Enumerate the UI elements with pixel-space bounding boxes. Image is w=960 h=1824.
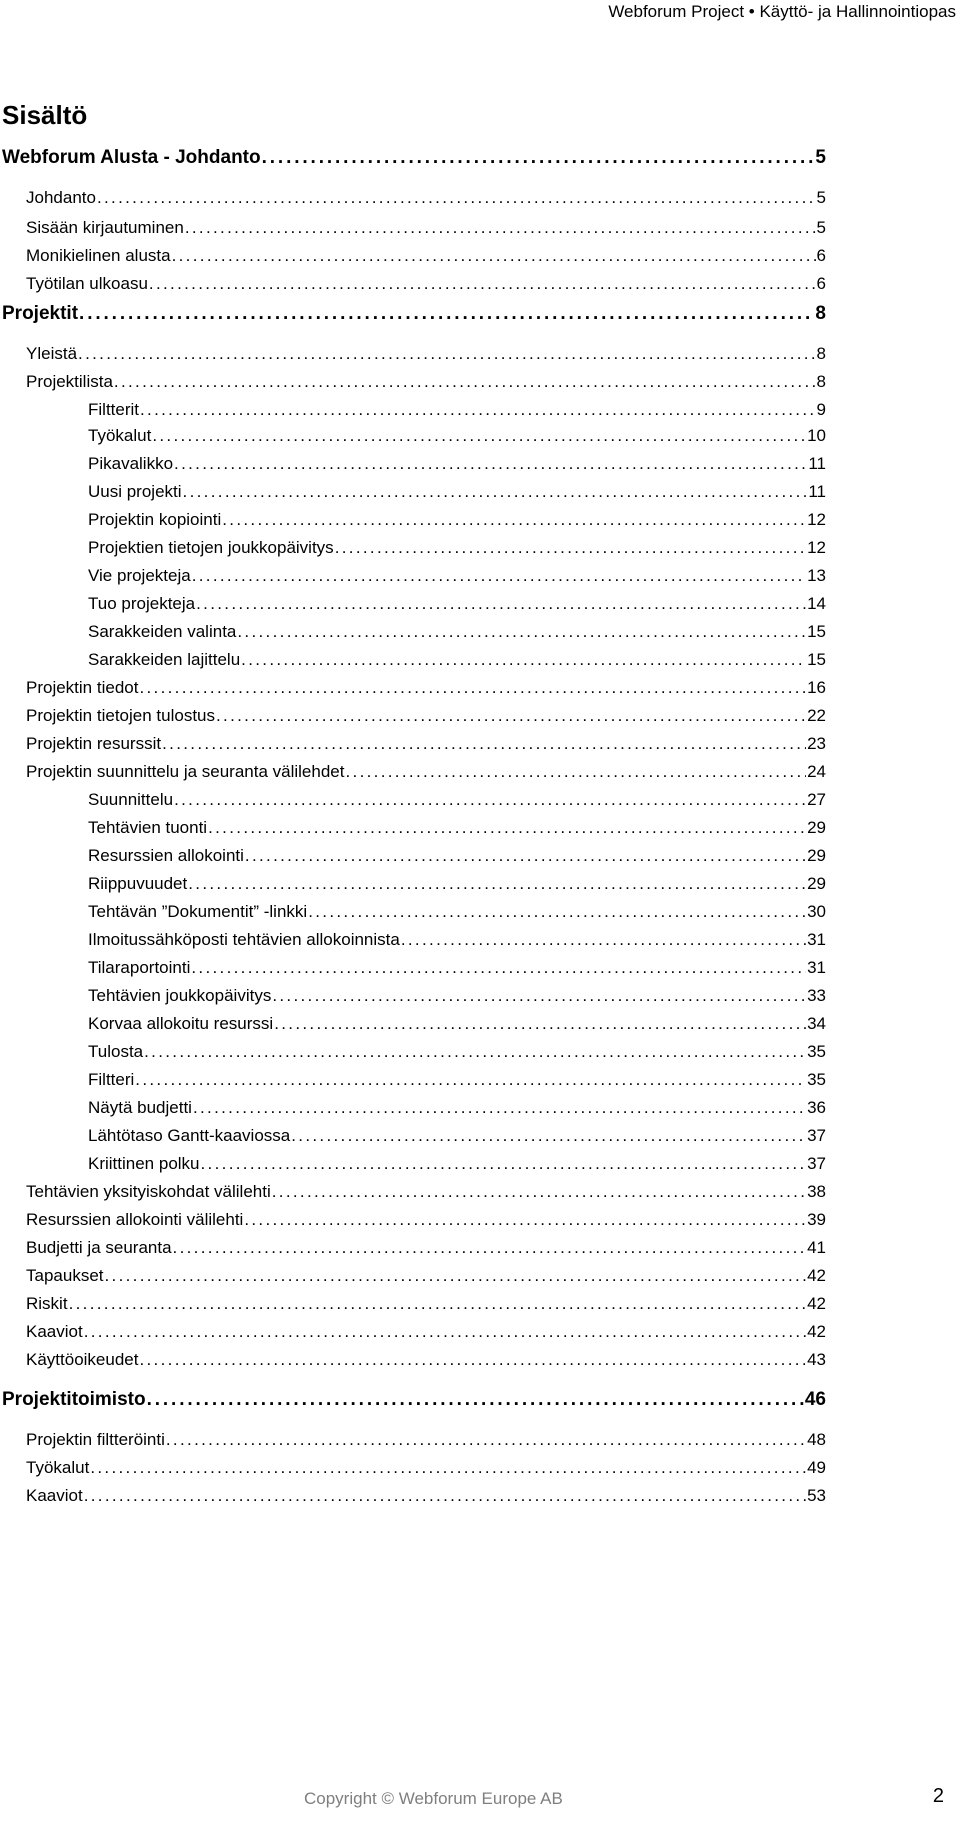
toc-entry-label: Käyttöoikeudet	[26, 1350, 139, 1369]
toc-entry[interactable]	[26, 676, 826, 700]
toc-leader-dots	[173, 1236, 807, 1260]
toc-entry[interactable]	[88, 872, 826, 896]
toc-entry[interactable]	[26, 1484, 826, 1508]
toc-entry[interactable]	[26, 1180, 826, 1204]
toc-entry[interactable]	[26, 732, 826, 756]
toc-entry-page: 36	[807, 1098, 826, 1117]
toc-entry-label: Webforum Alusta - Johdanto	[2, 147, 261, 168]
toc-entry-label: Projektin resurssit	[26, 734, 162, 753]
toc-leader-dots	[193, 1096, 806, 1120]
toc-leader-dots	[140, 398, 816, 422]
toc-entry-page: 9	[816, 400, 826, 419]
toc-entry[interactable]	[26, 186, 826, 210]
toc-entry-label: Projektin filtteröinti	[26, 1430, 165, 1449]
toc-entry-label: Yleistä	[26, 344, 78, 363]
toc-entry-page: 12	[807, 538, 826, 557]
toc-entry-label: Tilaraportointi	[88, 958, 191, 977]
toc-entry-label: Tapaukset	[26, 1266, 104, 1285]
toc-entry[interactable]	[88, 928, 826, 952]
toc-entry[interactable]	[26, 1208, 826, 1232]
toc-entry-page: 8	[815, 303, 826, 324]
toc-entry[interactable]	[26, 1428, 826, 1452]
toc-entry-label: Tulosta	[88, 1042, 144, 1061]
toc-leader-dots	[216, 704, 806, 728]
toc-entry-page: 16	[807, 678, 826, 697]
toc-entry[interactable]	[26, 1320, 826, 1344]
toc-entry-page: 5	[816, 218, 826, 237]
toc-leader-dots	[244, 1208, 806, 1232]
toc-entry[interactable]	[2, 146, 826, 170]
toc-entry-page: 8	[816, 372, 826, 391]
toc-entry[interactable]	[26, 272, 826, 296]
toc-entry-label: Lähtötaso Gantt-kaaviossa	[88, 1126, 291, 1145]
toc-leader-dots	[192, 564, 806, 588]
toc-leader-dots	[69, 1292, 807, 1316]
toc-leader-dots	[149, 272, 816, 296]
toc-entry-label: Korvaa allokoitu resurssi	[88, 1014, 274, 1033]
toc-entry[interactable]	[88, 1068, 826, 1092]
toc-entry-label: Riippuvuudet	[88, 874, 188, 893]
toc-entry-page: 31	[807, 930, 826, 949]
toc-entry-page: 29	[807, 818, 826, 837]
toc-leader-dots	[135, 1068, 806, 1092]
toc-entry-page: 15	[807, 650, 826, 669]
toc-entry-page: 39	[807, 1210, 826, 1229]
toc-entry[interactable]	[26, 370, 826, 394]
toc-leader-dots	[274, 1012, 806, 1036]
toc-entry-page: 41	[807, 1238, 826, 1257]
toc-entry-label: Vie projekteja	[88, 566, 191, 585]
toc-entry-label: Uusi projekti	[88, 482, 182, 501]
toc-entry-page: 24	[807, 762, 826, 781]
toc-entry-page: 38	[807, 1182, 826, 1201]
toc-entry-label: Kaaviot	[26, 1322, 83, 1341]
toc-entry-label: Filtterit	[88, 400, 139, 419]
toc-entry-page: 8	[816, 344, 826, 363]
toc-entry-label: Kaaviot	[26, 1486, 83, 1505]
toc-entry[interactable]	[2, 302, 826, 326]
toc-entry-label: Suunnittelu	[88, 790, 174, 809]
toc-entry-page: 10	[807, 426, 826, 445]
toc-leader-dots	[144, 1040, 806, 1064]
toc-entry-page: 48	[807, 1430, 826, 1449]
toc-entry[interactable]	[26, 1292, 826, 1316]
toc-entry-label: Pikavalikko	[88, 454, 174, 473]
toc-leader-dots	[245, 844, 806, 868]
toc-entry-page: 5	[815, 147, 826, 168]
toc-entry-page: 11	[808, 454, 826, 473]
toc-leader-dots	[237, 620, 806, 644]
toc-entry[interactable]	[88, 452, 826, 476]
toc-entry-page: 43	[807, 1350, 826, 1369]
toc-entry-page: 37	[807, 1126, 826, 1145]
toc-entry-page: 35	[807, 1042, 826, 1061]
toc-entry[interactable]	[88, 1012, 826, 1036]
toc-entry-page: 42	[807, 1294, 826, 1313]
toc-entry-label: Ilmoitussähköposti tehtävien allokoinnista	[88, 930, 400, 949]
toc-leader-dots	[191, 956, 806, 980]
toc-entry-label: Projektitoimisto	[2, 1389, 146, 1410]
toc-entry[interactable]	[88, 1040, 826, 1064]
toc-entry-label: Projektin tiedot	[26, 678, 139, 697]
toc-entry-page: 49	[807, 1458, 826, 1477]
page-number: 2	[932, 1785, 944, 1807]
toc-entry-page: 46	[804, 1389, 826, 1410]
toc-leader-dots	[272, 984, 806, 1008]
toc-entry-page: 34	[807, 1014, 826, 1033]
toc-leader-dots	[172, 244, 816, 268]
toc-leader-dots	[139, 676, 806, 700]
toc-leader-dots	[162, 732, 806, 756]
toc-entry[interactable]	[88, 1096, 826, 1120]
toc-entry-label: Budjetti ja seuranta	[26, 1238, 172, 1257]
toc-entry[interactable]	[26, 342, 826, 366]
toc-entry-label: Filtteri	[88, 1070, 135, 1089]
toc-entry[interactable]	[88, 1152, 826, 1176]
toc-entry-label: Projektin kopiointi	[88, 510, 222, 529]
toc-leader-dots	[308, 900, 806, 924]
toc-entry[interactable]	[26, 1264, 826, 1288]
toc-entry-page: 6	[816, 246, 826, 265]
toc-leader-dots	[152, 424, 806, 448]
toc-entry-label: Tehtävän ”Dokumentit” -linkki	[88, 902, 308, 921]
toc-leader-dots	[174, 788, 806, 812]
toc-leader-dots	[84, 1484, 806, 1508]
toc-leader-dots	[208, 816, 806, 840]
toc-entry[interactable]	[88, 956, 826, 980]
toc-entry-label: Näytä budjetti	[88, 1098, 192, 1117]
toc-leader-dots	[84, 1320, 806, 1344]
toc-entry[interactable]	[88, 788, 826, 812]
toc-entry[interactable]	[88, 620, 826, 644]
toc-entry-label: Riskit	[26, 1294, 68, 1313]
toc-entry-page: 29	[807, 874, 826, 893]
toc-entry-page: 14	[807, 594, 826, 613]
toc-entry-label: Monikielinen alusta	[26, 246, 171, 265]
page-footer	[0, 1785, 960, 1819]
toc-leader-dots	[97, 186, 816, 210]
toc-entry-page: 33	[807, 986, 826, 1005]
toc-entry-label: Tehtävien tuonti	[88, 818, 208, 837]
toc-leader-dots	[262, 146, 815, 170]
toc-leader-dots	[105, 1264, 807, 1288]
toc-leader-dots	[345, 760, 806, 784]
toc-entry-label: Projektit	[2, 303, 79, 324]
toc-entry[interactable]	[26, 1236, 826, 1260]
toc-leader-dots	[166, 1428, 806, 1452]
toc-entry[interactable]	[88, 592, 826, 616]
toc-entry[interactable]	[88, 984, 826, 1008]
toc-entry-label: Projektin tietojen tulostus	[26, 706, 215, 725]
toc-leader-dots	[196, 592, 806, 616]
toc-entry-page: 6	[816, 274, 826, 293]
toc-entry-page: 30	[807, 902, 826, 921]
toc-leader-dots	[222, 508, 806, 532]
toc-entry-label: Resurssien allokointi välilehti	[26, 1210, 244, 1229]
toc-entry[interactable]	[26, 216, 826, 240]
toc-entry-label: Sisään kirjautuminen	[26, 218, 184, 237]
toc-title: Sisältö	[2, 100, 88, 130]
toc-leader-dots	[201, 1152, 807, 1176]
toc-leader-dots	[79, 302, 814, 326]
toc-entry-page: 23	[807, 734, 826, 753]
toc-entry-page: 15	[807, 622, 826, 641]
toc-entry[interactable]	[88, 398, 826, 422]
toc-leader-dots	[241, 648, 806, 672]
toc-leader-dots	[291, 1124, 806, 1148]
toc-entry-label: Projektin suunnittelu ja seuranta välilehdet	[26, 762, 345, 781]
toc-leader-dots	[78, 342, 816, 366]
toc-leader-dots	[401, 928, 806, 952]
toc-entry-label: Tehtävien yksityiskohdat välilehti	[26, 1182, 271, 1201]
toc-entry-label: Työtilan ulkoasu	[26, 274, 148, 293]
toc-entry-page: 5	[816, 188, 826, 207]
toc-entry-label: Työkalut	[88, 426, 152, 445]
toc-entry-page: 42	[807, 1322, 826, 1341]
toc-entry-page: 35	[807, 1070, 826, 1089]
toc-entry[interactable]	[88, 480, 826, 504]
toc-entry[interactable]	[26, 760, 826, 784]
toc-entry[interactable]	[88, 424, 826, 448]
toc-entry[interactable]	[26, 244, 826, 268]
toc-entry[interactable]	[88, 648, 826, 672]
toc-leader-dots	[272, 1180, 806, 1204]
toc-entry-label: Johdanto	[26, 188, 96, 207]
toc-entry-label: Projektien tietojen joukkopäivitys	[88, 538, 334, 557]
toc-entry[interactable]	[88, 900, 826, 924]
toc-entry[interactable]	[26, 1456, 826, 1480]
toc-entry-label: Tuo projekteja	[88, 594, 196, 613]
toc-leader-dots	[335, 536, 806, 560]
toc-entry[interactable]	[88, 508, 826, 532]
toc-entry[interactable]	[88, 844, 826, 868]
toc-entry-page: 11	[808, 482, 826, 501]
toc-leader-dots	[183, 480, 808, 504]
toc-leader-dots	[147, 1388, 804, 1412]
toc-entry-page: 22	[807, 706, 826, 725]
toc-leader-dots	[188, 872, 806, 896]
toc-entry-page: 53	[807, 1486, 826, 1505]
toc-entry[interactable]	[88, 816, 826, 840]
toc-leader-dots	[90, 1456, 806, 1480]
toc-entry[interactable]	[2, 1388, 826, 1412]
copyright-text: Copyright © Webforum Europe AB	[304, 1789, 563, 1808]
toc-entry-label: Projektilista	[26, 372, 113, 391]
toc-leader-dots	[139, 1348, 806, 1372]
toc-entry-page: 29	[807, 846, 826, 865]
toc-entry-label: Sarakkeiden valinta	[88, 622, 237, 641]
toc-entry[interactable]	[88, 1124, 826, 1148]
toc-entry[interactable]	[88, 564, 826, 588]
toc-entry-label: Resurssien allokointi	[88, 846, 244, 865]
toc-entry[interactable]	[88, 536, 826, 560]
toc-entry-page: 12	[807, 510, 826, 529]
toc-leader-dots	[185, 216, 816, 240]
toc-entry[interactable]	[26, 1348, 826, 1372]
toc-entry-page: 13	[807, 566, 826, 585]
toc-entry-page: 42	[807, 1266, 826, 1285]
toc-entry-page: 31	[807, 958, 826, 977]
toc-entry-label: Kriittinen polku	[88, 1154, 200, 1173]
toc-entry-label: Sarakkeiden lajittelu	[88, 650, 241, 669]
page-header: Webforum Project • Käyttö- ja Hallinnointiopas	[608, 2, 956, 21]
toc-entry-page: 27	[807, 790, 826, 809]
toc-entry-label: Työkalut	[26, 1458, 90, 1477]
toc-leader-dots	[174, 452, 807, 476]
toc-entry-page: 37	[807, 1154, 826, 1173]
toc-entry[interactable]	[26, 704, 826, 728]
toc-entry-label: Tehtävien joukkopäivitys	[88, 986, 272, 1005]
toc-leader-dots	[114, 370, 816, 394]
